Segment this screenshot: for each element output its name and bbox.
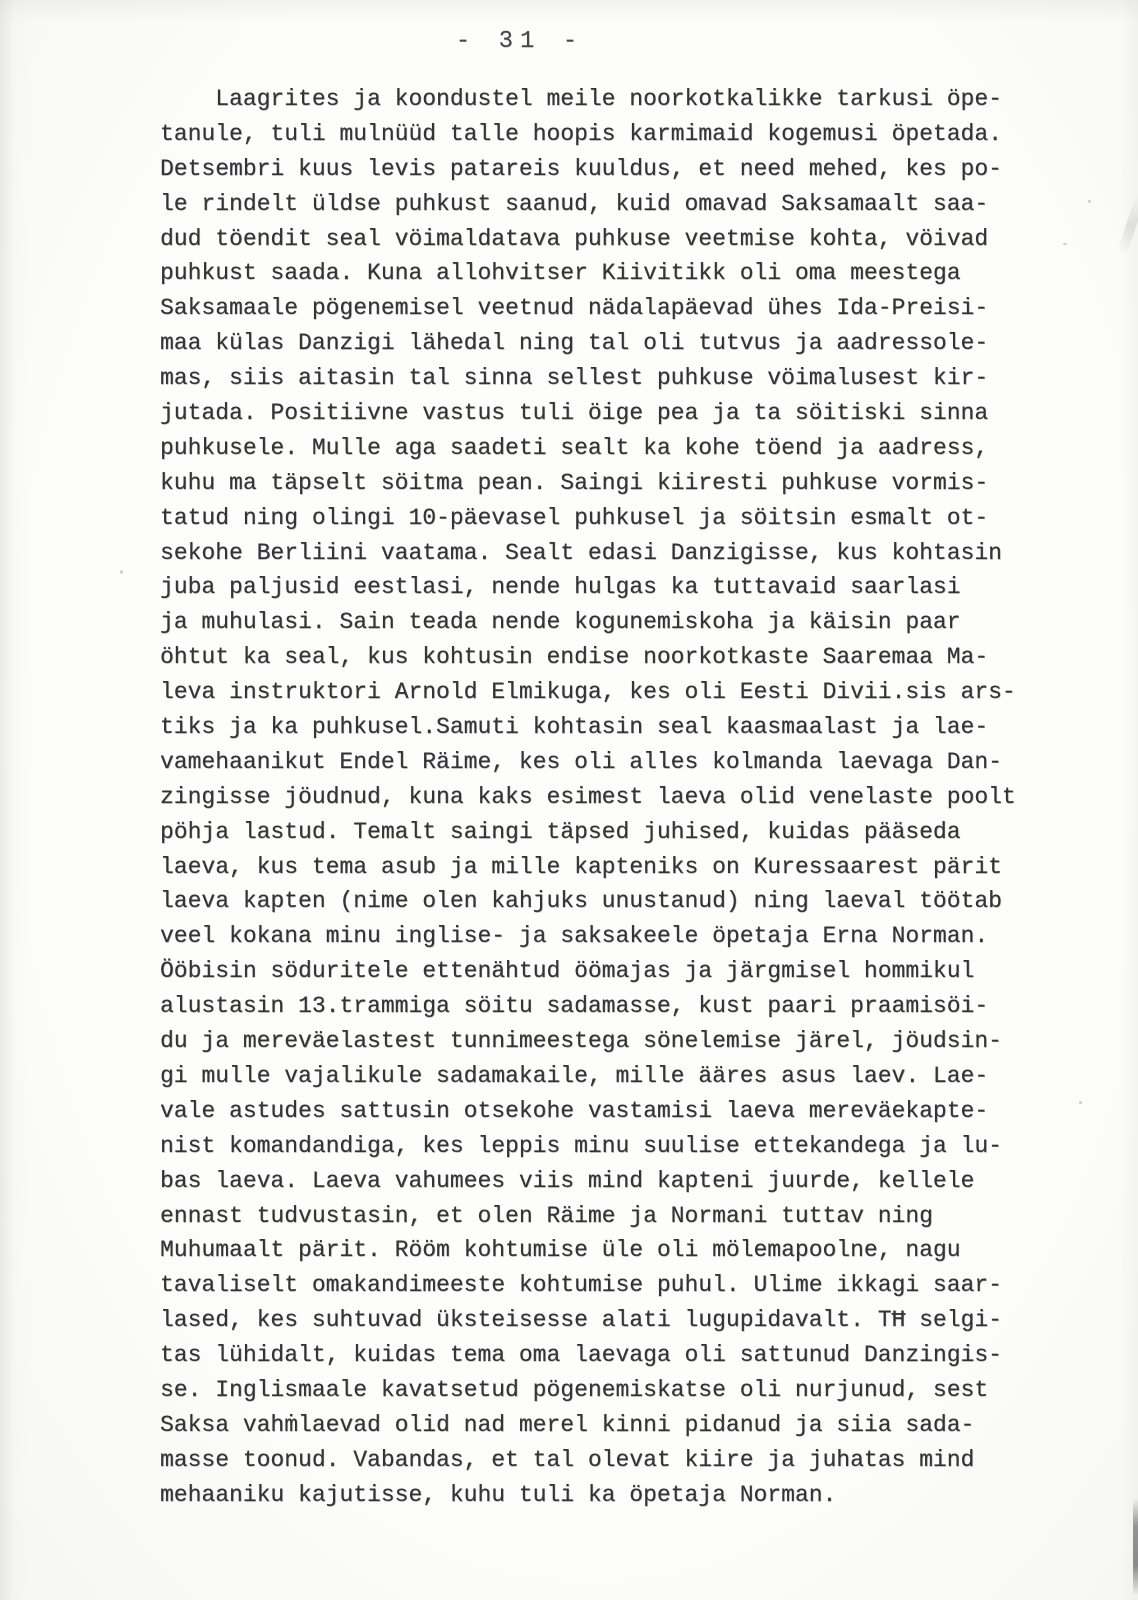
text-line: Saksamaale pögenemisel veetnud nädalapäevad ühes Ida-Preisi-	[160, 295, 989, 322]
text-line: puhkust saada. Kuna allohvitser Kiivitikk oli oma meestega	[160, 260, 961, 287]
scan-speck	[120, 570, 123, 574]
text-line: maa külas Danzigi lähedal ning tal oli tutvus ja aadressole-	[160, 330, 989, 357]
scan-speck	[1079, 1101, 1082, 1104]
text-line: tavaliselt omakandimeeste kohtumise puhul. Ulime ikkagi saar-	[160, 1272, 1002, 1299]
text-line: vamehaanikut Endel Räime, kes oli alles kolmanda laevaga Dan-	[160, 748, 1002, 775]
text-line: ennast tudvustasin, et olen Räime ja Normani tuttav ning	[160, 1202, 933, 1229]
text-line: tiks ja ka puhkusel.Samuti kohtasin seal kaasmaalast ja lae-	[160, 714, 989, 741]
text-line: leva instruktori Arnold Elmikuga, kes oli Eesti Divii.sis ars-	[160, 679, 1016, 706]
text-line: pöhja lastud. Temalt saingi täpsed juhised, kuidas pääseda	[160, 818, 961, 845]
text-line: kuhu ma täpselt söitma pean. Saingi kiiresti puhkuse vormis-	[160, 469, 989, 496]
text-line: alustasin 13.trammiga söitu sadamasse, kust paari praamisöi-	[160, 993, 989, 1020]
text-line: Detsembri kuus levis patareis kuuldus, et need mehed, kes po-	[160, 155, 1002, 182]
text-line: nist komandandiga, kes leppis minu suulise ettekandega ja lu-	[160, 1132, 1002, 1159]
text-line: tanule, tuli mulnüüd talle hoopis karmimaid kogemusi öpetada.	[160, 120, 1002, 147]
document-body	[160, 82, 1040, 1513]
text-line: mas, siis aitasin tal sinna sellest puhkuse vöimalusest kir-	[160, 365, 989, 392]
text-line: jutada. Positiivne vastus tuli öige pea ja ta söitiski sinna	[160, 400, 989, 427]
text-line: puhkusele. Mulle aga saadeti sealt ka kohe töend ja aadress,	[160, 434, 989, 461]
scan-speck	[1088, 200, 1091, 203]
scan-artifact-right-edge	[1133, 1498, 1138, 1594]
text-line: masse toonud. Vabandas, et tal olevat kiire ja juhatas mind	[160, 1446, 975, 1473]
text-line: mehaaniku kajutisse, kuhu tuli ka öpetaja Norman.	[160, 1481, 837, 1508]
text-line: laeva, kus tema asub ja mille kapteniks on Kuressaarest pärit	[160, 853, 1002, 880]
scan-speck	[1063, 243, 1067, 245]
text-line: se. Inglismaale kavatsetud pögenemiskatse oli nurjunud, sest	[160, 1376, 989, 1403]
text-line: ja muhulasi. Sain teada nende kogunemiskoha ja käisin paar	[160, 609, 961, 636]
text-line: bas laeva. Laeva vahumees viis mind kapteni juurde, kellele	[160, 1167, 975, 1194]
text-line: Muhumaalt pärit. Rööm kohtumise üle oli mölemapoolne, nagu	[160, 1237, 961, 1264]
text-line: Saksa vahṁlaevad olid nad merel kinni pidanud ja siia sada-	[160, 1411, 975, 1438]
text-line: veel kokana minu inglise- ja saksakeele öpetaja Erna Norman.	[160, 923, 989, 950]
text-line: juba paljusid eestlasi, nende hulgas ka tuttavaid saarlasi	[160, 574, 961, 601]
text-line: öhtut ka seal, kus kohtusin endise noorkotkaste Saaremaa Ma-	[160, 644, 989, 671]
text-line: dud töendit seal vöimaldatava puhkuse veetmise kohta, vöivad	[160, 225, 989, 252]
text-line: Ööbisin söduritele ettenähtud öömajas ja järgmisel hommikul	[160, 958, 975, 985]
scan-artifact-smudge	[1117, 196, 1138, 256]
text-line: du ja mereväelastest tunnimeestega sönelemise järel, jöudsin-	[160, 1028, 1002, 1055]
page-number: - 31 -	[455, 28, 585, 55]
text-line: sekohe Berliini vaatama. Sealt edasi Danzigisse, kus kohtasin	[160, 539, 1002, 566]
text-line: laeva kapten (nime olen kahjuks unustanud) ning laeval töötab	[160, 888, 1002, 915]
text-line: tatud ning olingi 10-päevasel puhkusel ja söitsin esmalt ot-	[160, 504, 989, 531]
text-line: gi mulle vajalikule sadamakaile, mille ääres asus laev. Lae-	[160, 1062, 989, 1089]
text-line: vale astudes sattusin otsekohe vastamisi laeva mereväekapte-	[160, 1097, 989, 1124]
text-line: zingisse jöudnud, kuna kaks esimest laeva olid venelaste poolt	[160, 783, 1016, 810]
text-line: Laagrites ja koondustel meile noorkotkalikke tarkusi öpe-	[160, 86, 1002, 112]
text-line: le rindelt üldse puhkust saanud, kuid omavad Saksamaalt saa-	[160, 190, 989, 217]
text-line: tas lühidalt, kuidas tema oma laevaga oli sattunud Danzingis-	[160, 1342, 1002, 1369]
text-line: lased, kes suhtuvad üksteisesse alati lugupidavalt. TĦ selgi-	[160, 1307, 1002, 1334]
